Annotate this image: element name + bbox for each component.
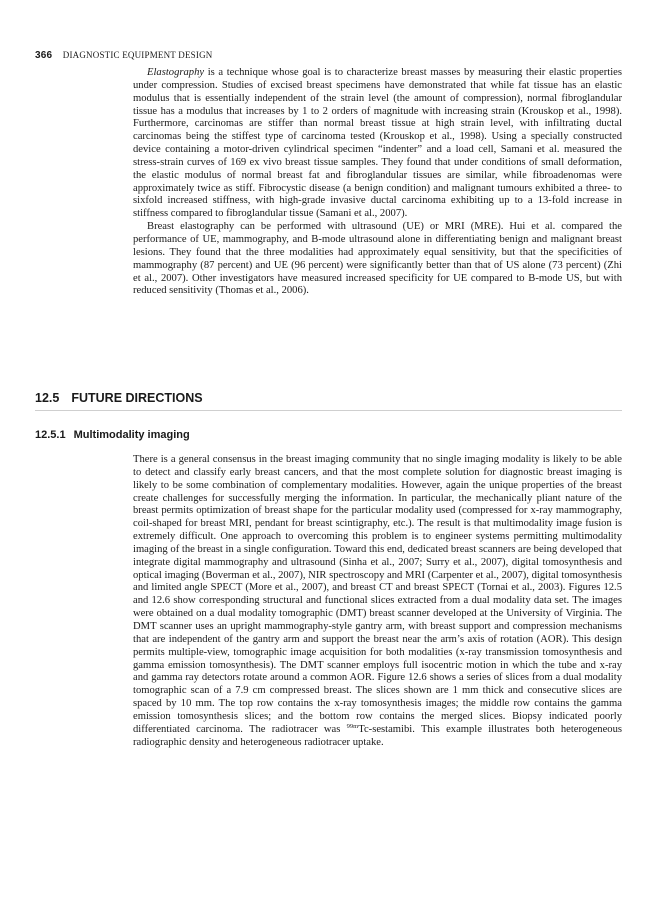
section-heading (35, 391, 622, 411)
page-number: 366 (35, 50, 53, 61)
multimodality-text: There is a general consensus in the breast imaging community that no single imaging modality is likely to be able to detect and classify early breast cancers, and that the most complete solution for diagnostic breast imaging is likely to be some combination of complementary modalities. However, again the unique properties of the breast create challenges for successfully merging the information. In particular, the mechanically pliant nature of the breast permits optimization of breast shape for the particular modality used (compressed for x-ray mammography, coil-shaped for breast MRI, pendant for breast scintigraphy, etc.). The result is that multimodality image fusion is extremely difficult. One approach to overcoming this problem is to engineer systems permitting multimodality imaging of the breast in a single configuration. Toward this end, dedicated breast scanners are being developed that integrate digital mammography and ultrasound (Sinha et al., 2007; Surry et al., 2007), digital tomosynthesis and optical imaging (Boverman et al., 2007), NIR spectroscopy and MRI (Carpenter et al., 2007), digital tomosynthesis and limited angle SPECT (More et al., 2007), and breast CT and breast SPECT (Tornai et al., 2003). Figures 12.5 and 12.6 show corresponding structural and functional slices extracted from a dual modality data set. The images were obtained on a dual modality tomographic (DMT) breast scanner developed at the University of Virginia. The DMT scanner uses an upright mammography-style gantry arm, with breast support and compression mechanisms that are independent of the gantry arm and support the breast near the arm’s axis of rotation (AOR). This design permits multiple-view, tomographic image acquisition for both modalities (x-ray transmission tomosynthesis and gamma emission tomosynthesis). The DMT scanner employs full isocentric motion in which the tube and x-ray and gamma ray detectors rotate around a common AOR. Figure 12.6 shows a series of slices from a dual modality tomographic scan of a 7.9 cm compressed breast. The slices shown are 1 mm thick and consecutive slices are spaced by 10 mm. The top row contains the x-ray tomosynthesis images; the middle row contains the gamma emission tomosynthesis slices; and the bottom row contains the merged slices. Biopsy indicated poorly differentiated carcinoma. The radiotracer was (133, 454, 622, 735)
page-header (35, 50, 212, 61)
section-title: FUTURE DIRECTIONS (71, 391, 203, 405)
isotope-mass-number: 99m (346, 722, 359, 730)
multimodality-section (133, 454, 622, 749)
subsection-number: 12.5.1 (35, 429, 66, 441)
multimodality-text-end: Tc-sestamibi. This example illustrates both heterogeneous radiographic density and heterogeneous radiotracer uptake. (133, 723, 622, 748)
elastography-paragraph-1 (133, 67, 622, 221)
elastography-paragraph-1-text: is a technique whose goal is to characterize breast masses by measuring their elastic properties under compression. Studies of excised breast specimens have demonstrated that while fat tissue has an elastic modulus that is essentially independent of the strain level (the amount of compression), normal fibroglandular tissue has a modulus that increases by 1 to 2 orders of magnitude with increasing strain (Krouskop et al., 1998). Furthermore, carcinomas are stiffer than normal breast tissue at high strain level, with infiltrating ductal carcinomas being the stiffest type of carcinoma tested (Krouskop et al., 1998). Using a specially constructed device containing a motor-driven cylindrical specimen “indenter” and a load cell, Samani et al. measured the stress-strain curves of 169 ex vivo breast tissue samples. They found that under conditions of small deformation, the elastic modulus of normal breast fat and fibroglandular tissues are similar, while fibroadenomas were approximately twice as stiff. Fibrocystic disease (a benign condition) and malignant tumours exhibited a three- to sixfold increased stiffness, with high-grade invasive ductal carcinoma exhibiting up to a 13-fold increase in stiffness compared to fibroglandular tissue (Samani et al., 2007). (133, 67, 622, 220)
elastography-paragraph-2: Breast elastography can be performed with ultrasound (UE) or MRI (MRE). Hui et al. compared the performance of UE, mammography, and B-mode ultrasound alone in differentiating benign and malignant breast lesions. They found that the three modalities had approximately equal sensitivity, but that the specificities of mammography (87 percent) and UE (96 percent) were significantly better than that of US alone (73 percent) (Zhi et al., 2007). Other investigators have measured increased specificity for UE compared to B-mode US, but with reduced sensitivity (Thomas et al., 2006). (133, 221, 622, 297)
elastography-term: Elastography (147, 67, 205, 78)
subsection-title: Multimodality imaging (73, 429, 190, 441)
elastography-section (133, 67, 622, 298)
running-title: DIAGNOSTIC EQUIPMENT DESIGN (62, 50, 213, 60)
multimodality-paragraph (133, 454, 622, 749)
section-number: 12.5 (35, 391, 60, 405)
subsection-heading (35, 429, 190, 441)
